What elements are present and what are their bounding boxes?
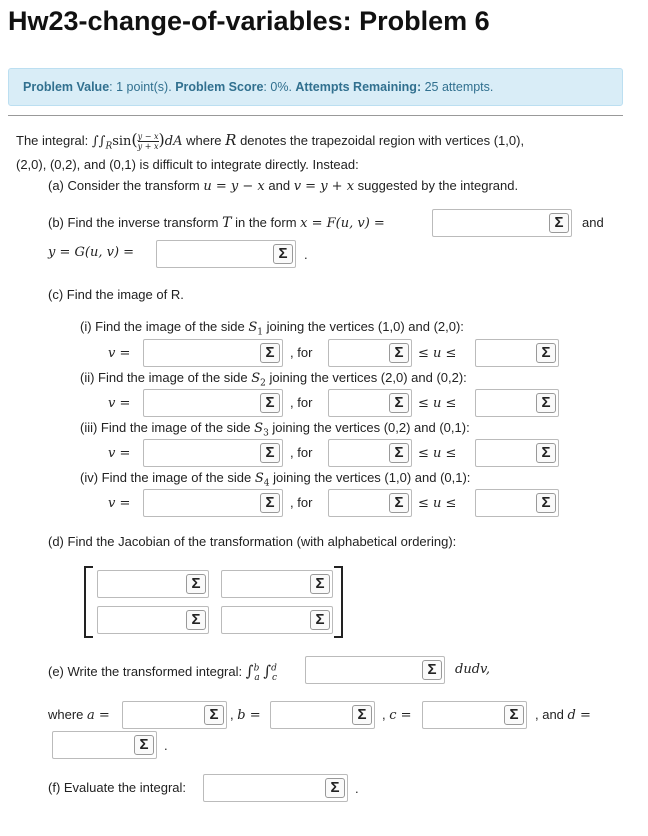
bound-c-input[interactable] bbox=[422, 701, 527, 729]
part-f-label: (f) Evaluate the integral: bbox=[48, 780, 187, 795]
part-b-line-1: (b) Find the inverse transform T in the form x = F(u, v) = bbox=[48, 215, 385, 231]
intro-prefix: The integral: bbox=[16, 133, 89, 148]
side-iii-label: (iii) Find the image of the side $S_3$ joining the vertices (0,2) and (0,1): bbox=[80, 420, 470, 439]
sigma-icon[interactable]: Σ bbox=[536, 393, 556, 413]
jacobian-12-input[interactable] bbox=[221, 570, 333, 598]
side-ii-u-lower-input[interactable] bbox=[328, 389, 412, 417]
sigma-icon[interactable]: Σ bbox=[204, 705, 224, 725]
problem-info-box: Problem Value: 1 point(s). Problem Score: 0%. Attempts Remaining: 25 attempts. bbox=[8, 68, 623, 106]
sigma-icon[interactable]: Σ bbox=[536, 343, 556, 363]
intro-where: where bbox=[186, 133, 222, 148]
answer-x-input[interactable] bbox=[432, 209, 572, 237]
problem-score: 0%. bbox=[270, 80, 292, 94]
region-R: R bbox=[225, 131, 237, 149]
sigma-icon[interactable]: Σ bbox=[260, 343, 280, 363]
side-ii-label: (ii) Find the image of the side $S_2$ joining the vertices (2,0) and (0,2): bbox=[80, 370, 467, 389]
side-iv-label: (iv) Find the image of the side $S_4$ joining the vertices (1,0) and (0,1): bbox=[80, 470, 471, 489]
attempts-remaining: 25 attempts. bbox=[424, 80, 494, 94]
side-i-u-upper-input[interactable] bbox=[475, 339, 559, 367]
integrand-fraction: $\frac{y - x}{y + x}$ bbox=[137, 132, 159, 152]
sigma-icon[interactable]: Σ bbox=[504, 705, 524, 725]
intro-denotes: denotes the trapezoidal region with vertices (1,0), bbox=[240, 133, 525, 148]
problem-score-label: Problem Score bbox=[175, 80, 264, 94]
side-iv-u-upper-input[interactable] bbox=[475, 489, 559, 517]
side-ii-v-input[interactable] bbox=[143, 389, 283, 417]
where-a-label: where a = bbox=[48, 707, 110, 723]
side-iii-u-upper-input[interactable] bbox=[475, 439, 559, 467]
part-a: (a) Consider the transform u = y − x and v = y + x suggested by the integrand. bbox=[48, 178, 519, 194]
sigma-icon[interactable]: Σ bbox=[260, 393, 280, 413]
intro-line-2: (2,0), (0,2), and (0,1) is difficult to integrate directly. Instead: bbox=[16, 157, 359, 172]
jacobian-22-input[interactable] bbox=[221, 606, 333, 634]
c-label: , c = bbox=[382, 707, 412, 723]
page-title: Hw23-change-of-variables: Problem 6 bbox=[8, 6, 490, 36]
sigma-icon[interactable]: Σ bbox=[260, 493, 280, 513]
side-iv-v-input[interactable] bbox=[143, 489, 283, 517]
jacobian-21-input[interactable] bbox=[97, 606, 209, 634]
sigma-icon[interactable]: Σ bbox=[536, 493, 556, 513]
integral-value-input[interactable] bbox=[203, 774, 348, 802]
bound-a-input[interactable] bbox=[122, 701, 227, 729]
b-label: , b = bbox=[230, 707, 261, 723]
sigma-icon[interactable]: Σ bbox=[389, 393, 409, 413]
sin-function: sin bbox=[112, 134, 132, 149]
transform-v: v = y + x bbox=[293, 179, 355, 194]
part-d-label: (d) Find the Jacobian of the transformation (with alphabetical ordering): bbox=[48, 534, 457, 549]
sigma-icon[interactable]: Σ bbox=[134, 735, 154, 755]
sigma-icon[interactable]: Σ bbox=[536, 443, 556, 463]
sigma-icon[interactable]: Σ bbox=[310, 574, 330, 594]
sigma-icon[interactable]: Σ bbox=[352, 705, 372, 725]
transform-u: u = y − x bbox=[203, 179, 265, 194]
sigma-icon[interactable]: Σ bbox=[310, 610, 330, 630]
sigma-icon[interactable]: Σ bbox=[273, 244, 293, 264]
part-e-label: (e) Write the transformed integral: ∫$^b_a$ ∫$^d_c$ bbox=[48, 662, 277, 683]
eq-x: x = F(u, v) = bbox=[300, 216, 385, 231]
matrix-right-bracket bbox=[334, 566, 343, 638]
problem-value-label: Problem Value bbox=[23, 80, 110, 94]
bound-d-input[interactable] bbox=[52, 731, 157, 759]
and-text: and bbox=[582, 215, 604, 230]
transformed-integrand-input[interactable] bbox=[305, 656, 445, 684]
sigma-icon[interactable]: Σ bbox=[325, 778, 345, 798]
side-i-u-lower-input[interactable] bbox=[328, 339, 412, 367]
answer-y-input[interactable] bbox=[156, 240, 296, 268]
problem-value: 1 point(s). bbox=[116, 80, 172, 94]
sigma-icon[interactable]: Σ bbox=[389, 493, 409, 513]
side-ii-u-upper-input[interactable] bbox=[475, 389, 559, 417]
sigma-icon[interactable]: Σ bbox=[422, 660, 442, 680]
sigma-icon[interactable]: Σ bbox=[186, 574, 206, 594]
sigma-icon[interactable]: Σ bbox=[260, 443, 280, 463]
dudv-text: dudv, bbox=[455, 662, 490, 677]
double-integral-symbol: $\int\int_R$ bbox=[91, 134, 113, 152]
matrix-left-bracket bbox=[84, 566, 93, 638]
jacobian-11-input[interactable] bbox=[97, 570, 209, 598]
sigma-icon[interactable]: Σ bbox=[549, 213, 569, 233]
attempts-remaining-label: Attempts Remaining: bbox=[295, 80, 422, 94]
sigma-icon[interactable]: Σ bbox=[389, 443, 409, 463]
bound-b-input[interactable] bbox=[270, 701, 375, 729]
eq-y: y = G(u, v) = bbox=[48, 245, 135, 260]
side-iii-u-lower-input[interactable] bbox=[328, 439, 412, 467]
intro-line-1: The integral: $\int\int_R\sin$( $\frac{y - x}{y + x}$ )dA where R denotes the trapezoidal region with vertices (1,0), bbox=[16, 130, 525, 152]
integral-du-symbol: ∫ bbox=[245, 662, 254, 680]
side-iii-v-input[interactable] bbox=[143, 439, 283, 467]
side-iv-u-lower-input[interactable] bbox=[328, 489, 412, 517]
divider bbox=[8, 115, 623, 116]
side-i-label: (i) Find the image of the side $S_1$ joining the vertices (1,0) and (2,0): bbox=[80, 319, 464, 338]
sigma-icon[interactable]: Σ bbox=[389, 343, 409, 363]
sigma-icon[interactable]: Σ bbox=[186, 610, 206, 630]
part-c-label: (c) Find the image of R. bbox=[48, 287, 184, 302]
side-i-v-input[interactable] bbox=[143, 339, 283, 367]
integral-dv-symbol: ∫ bbox=[263, 662, 272, 680]
d-label: , and d = bbox=[535, 707, 591, 723]
dA: dA bbox=[164, 134, 183, 149]
